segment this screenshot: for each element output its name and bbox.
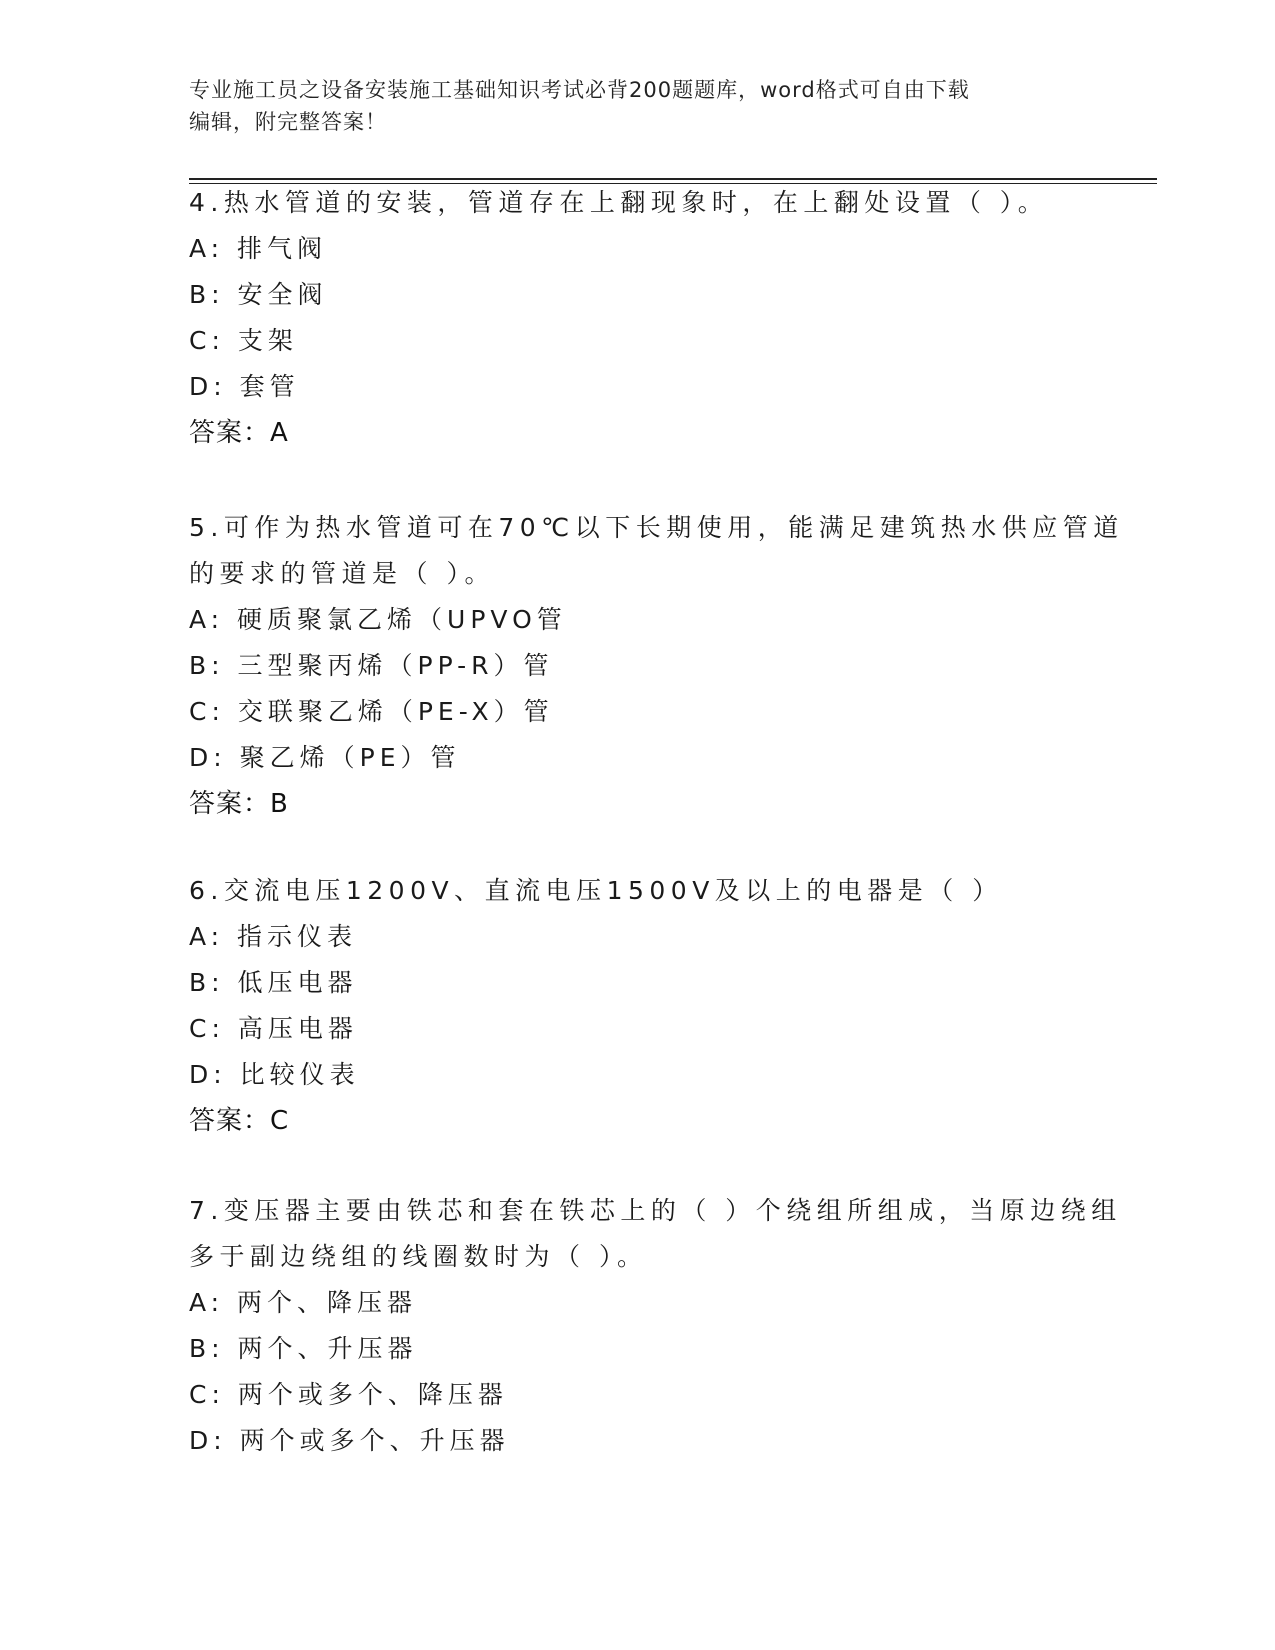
option-c: C: 两个或多个、降压器: [189, 1380, 508, 1409]
question-stem: 6.交流电压1200V、直流电压1500V及以上的电器是（ ）: [189, 876, 1003, 905]
question-stem: 4.热水管道的安装，管道存在上翻现象时，在上翻处设置（ ）。: [189, 188, 1049, 217]
option-d: D: 比较仪表: [189, 1060, 360, 1089]
option-c: C: 交联聚乙烯（PE-X）管: [189, 697, 554, 726]
answer-label: 答案：A: [189, 418, 289, 448]
question-4: [189, 180, 1089, 456]
question-5: [189, 505, 1124, 827]
option-a: A: 指示仪表: [189, 922, 358, 951]
document-header: [189, 74, 1069, 138]
question-stem-line-2: 多于副边绕组的线圈数时为（ ）。: [189, 1242, 648, 1271]
header-line-2: 编辑，附完整答案！: [189, 110, 387, 134]
question-6: [189, 868, 1089, 1144]
option-c: C: 支架: [189, 326, 298, 355]
question-7: [189, 1188, 1122, 1464]
answer-label: 答案：C: [189, 1106, 290, 1136]
option-b: B: 安全阀: [189, 280, 328, 309]
answer-label: 答案：B: [189, 789, 289, 819]
option-b: B: 低压电器: [189, 968, 358, 997]
option-b: B: 三型聚丙烯（PP-R）管: [189, 651, 554, 680]
option-a: A: 排气阀: [189, 234, 328, 263]
option-d: D: 聚乙烯（PE）管: [189, 743, 461, 772]
option-d: D: 两个或多个、升压器: [189, 1426, 510, 1455]
question-stem-line-1: 7.变压器主要由铁芯和套在铁芯上的（ ）个绕组所组成，当原边绕组: [189, 1196, 1122, 1225]
question-stem-line-2: 的要求的管道是（ ）。: [189, 559, 495, 588]
question-stem-line-1: 5.可作为热水管道可在70℃以下长期使用，能满足建筑热水供应管道: [189, 513, 1124, 542]
option-a: A: 硬质聚氯乙烯（UPVO管: [189, 605, 567, 634]
option-b: B: 两个、升压器: [189, 1334, 418, 1363]
option-a: A: 两个、降压器: [189, 1288, 418, 1317]
header-line-1: 专业施工员之设备安装施工基础知识考试必背200题题库，word格式可自由下载: [189, 78, 970, 102]
option-d: D: 套管: [189, 372, 300, 401]
option-c: C: 高压电器: [189, 1014, 358, 1043]
